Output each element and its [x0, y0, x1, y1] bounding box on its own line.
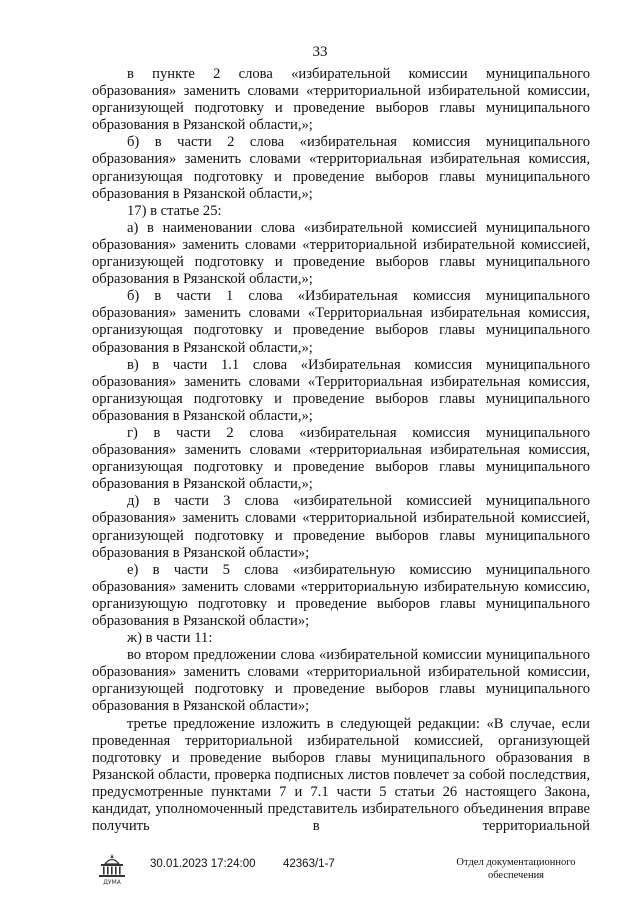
paragraph-5: б) в части 1 слова «Избирательная комиссия муниципального образования» заменить словами «Территориальная избирательная комиссия, организующая подготовку и проведение выборов главы муниципального образования в Рязанской области,»;	[92, 288, 590, 356]
department-stamp: Отдел документационного обеспечения	[456, 857, 576, 881]
paragraph-9: е) в части 5 слова «избирательную комиссию муниципального образования» заменить словами «территориальную избирательную комиссию, организующую подготовку и проведение выборов главы муниципального образования в Рязанской области»;	[92, 561, 590, 629]
paragraph-1: в пункте 2 слова «избирательной комиссии муниципального образования» заменить словами «территориальной избирательной комиссии, организующей подготовку и проведение выборов главы муниципального образования в Рязанской области,»;	[92, 66, 590, 134]
page-number: 33	[312, 44, 328, 60]
paragraph-8: д) в части 3 слова «избирательной комиссией муниципального образования» заменить словами «территориальной избирательной комиссией, организующей подготовку и проведение выборов главы муниципального образования в Рязанской области»;	[92, 493, 590, 561]
paragraph-4: а) в наименовании слова «избирательной комиссией муниципального образования» заменить словами «территориальной избирательной комиссией, организующей подготовку и проведение выборов главы муниципального образования в Рязанской области,»;	[92, 219, 590, 288]
paragraph-6: в) в части 1.1 слова «Избирательная комиссия муниципального образования» заменить словами «Территориальная избирательная комиссия, организующая подготовку и проведение выборов главы муниципального образования в Рязанской области,»;	[92, 356, 590, 424]
paragraph-7: г) в части 2 слова «избирательная комиссия муниципального образования» заменить словами «территориальная избирательная комиссия, организующая подготовку и проведение выборов главы муниципального образования в Рязанской области,»;	[92, 424, 590, 493]
paragraph-11: во втором предложении слова «избирательной комиссии муниципального образования» заменить словами «территориальной избирательной комиссии, организующей подготовку и проведение выборов главы муниципального образования в Рязанской области»;	[92, 647, 590, 715]
paragraph-12: третье предложение изложить в следующей редакции: «В случае, если проведенная территориальной избирательной комиссией, организующей подготовку и проведение выборов главы муниципального образования в Рязанской области, проверка подписных листов повлечет за собой последствия, предусмотренные пунктами 7 и 7.1 части 5 статьи 26 настоящего Закона, кандидат, уполномоченный представитель избирательного объединения вправе получить в территориальной	[92, 715, 590, 835]
timestamp: 30.01.2023 17:24:00	[150, 858, 256, 870]
paragraph-2: б) в части 2 слова «избирательная комиссия муниципального образования» заменить словами «территориальная избирательная комиссия, организующая подготовку и проведение выборов главы муниципального образования в Рязанской области,»;	[92, 134, 590, 202]
document-code: 42363/1-7	[283, 858, 335, 870]
document-footer	[0, 852, 640, 892]
document-body	[92, 66, 590, 835]
paragraph-3: 17) в статье 25:	[127, 202, 222, 219]
paragraph-10: ж) в части 11:	[127, 630, 213, 647]
duma-building-logo-icon	[96, 852, 128, 886]
logo-text: ДУМА	[103, 879, 121, 886]
